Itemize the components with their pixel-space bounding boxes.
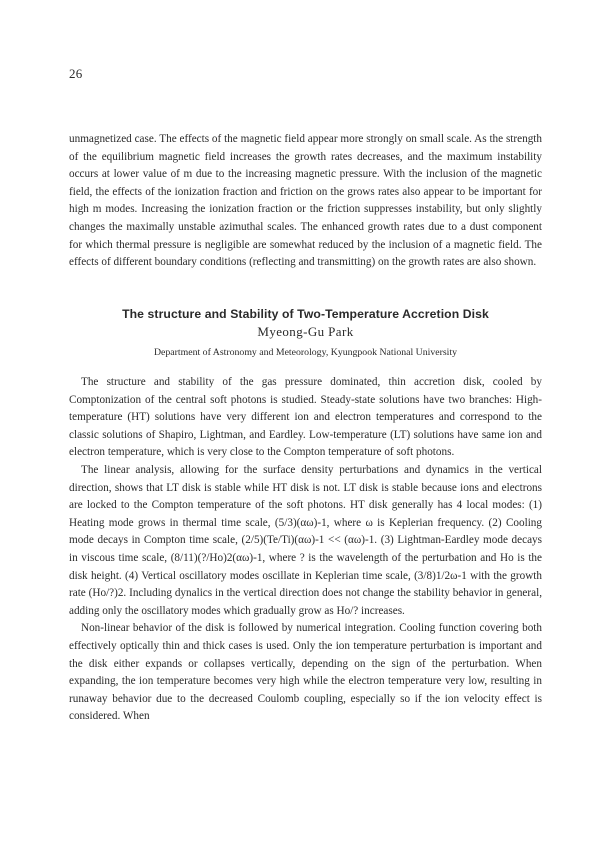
paper-affiliation: Department of Astronomy and Meteorology, Kyungpook National University <box>153 347 457 358</box>
paper-title: The structure and Stability of Two-Temperature Accretion Disk <box>122 307 489 321</box>
paper-abstract <box>69 374 542 726</box>
page-number: 26 <box>69 66 83 81</box>
paper-author: Myeong-Gu Park <box>257 324 354 339</box>
previous-abstract-continuation: unmagnetized case. The effects of the magnetic field appear more strongly on small scale. As the strength of the equilibrium magnetic field increases the growth rates decreases, and the maximum instability occurs at lower value of m due to the increasing magnetic pressure. With the inclusion of the magnetic field, the effects of the ionization fraction and friction on the grows rates also appear to be important for high m modes. Increasing the ionization fraction or the friction suppresses instability, but only slightly changes the maximally unstable azimuthal scales. The enhanced growth rates due to a dust component for which thermal pressure is negligible are somewhat reduced by the inclusion of a magnetic field. The effects of different boundary conditions (reflecting and transmitting) on the growth rates are also shown. <box>69 133 542 269</box>
abstract-paragraph-3: Non-linear behavior of the disk is followed by numerical integration. Cooling function covering both effectively optically thin and thick cases is used. Only the ion temperature perturbation is important and the disk either expands or collapses vertically, depending on the sign of the perturbation. When expanding, the ion temperature becomes very high while the electron temperature very low, resulting in runaway behavior due to the decreased Coulomb coupling, especially so if the ion velocity effect is considered. When <box>69 622 542 723</box>
abstract-paragraph-1: The structure and stability of the gas pressure dominated, thin accretion disk, cooled by Comptonization of the central soft photons is studied. Steady-state solutions have two branches: High-temperature (HT) solutions have very different ion and electron temperatures and correspond to the classic solutions of Shapiro, Lightman, and Eardley. Low-temperature (LT) solutions have same ion and electron temperature, which is very close to the Compton temperature of soft photons. <box>69 376 542 459</box>
abstract-paragraph-2: The linear analysis, allowing for the surface density perturbations and dynamics in the vertical direction, shows that LT disk is stable while HT disk is not. LT disk is stable because ions and electrons are locked to the Compton temperature of the soft photons. HT disk generally has 4 local modes: (1) Heating mode grows in thermal time scale, (5/3)(αω)-1, where ω is Keplerian frequency. (2) Cooling mode decays in Compton time scale, (2/5)(Te/Ti)(αω)-1 << (αω)-1. (3) Lightman-Eardley mode decays in viscous time scale, (8/11)(?/Ho)2(αω)-1, where ? is the wavelength of the perturbation and Ho is the disk height. (4) Vertical oscillatory modes oscillate in Keplerian time scale, (3/8)1/2ω-1 with the growth rate (Ho/?)2. Including dynalics in the vertical direction does not change the stability behavior in general, adding only the oscillatory modes which gradually grow as Ho/? increases. <box>69 463 542 617</box>
